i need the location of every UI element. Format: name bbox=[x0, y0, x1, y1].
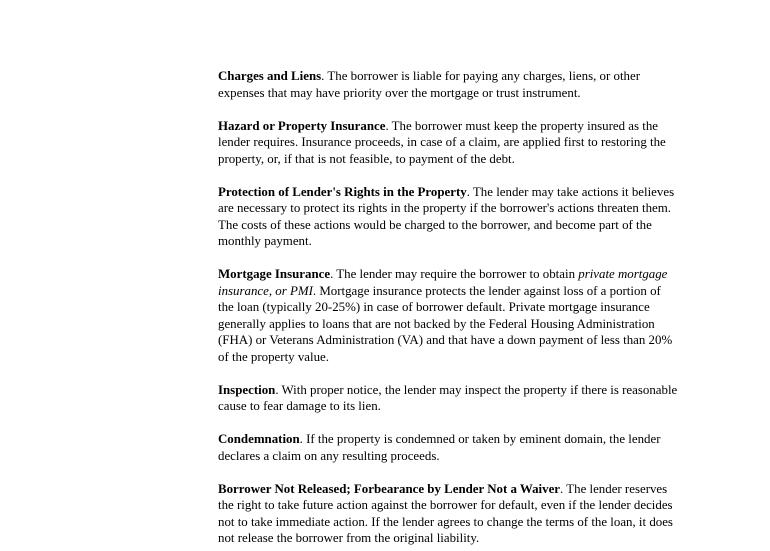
paragraph-body: . With proper notice, the lender may inspect the property if there is reasonable cause to fear damage to its lien. bbox=[218, 382, 678, 413]
paragraph-heading: Borrower Not Released; Forbearance by Lender Not a Waiver bbox=[218, 481, 561, 496]
paragraph-body: . The borrower must keep the property insured as the lender requires. Insurance proceeds, in case of a claim, are applied first to restoring the property, or, if that is not feasible, to payment of the debt. bbox=[218, 118, 666, 166]
paragraph-protection-of-lenders-rights bbox=[218, 184, 679, 250]
paragraph-heading: Hazard or Property Insurance bbox=[218, 118, 386, 133]
paragraph-inspection bbox=[218, 382, 679, 415]
paragraph-condemnation bbox=[218, 431, 679, 464]
paragraph-hazard-or-property-insurance bbox=[218, 118, 679, 168]
paragraph-heading: Charges and Liens bbox=[218, 69, 322, 83]
paragraph-body: . The lender reserves the right to take future action against the borrower for default, even if the lender decides not to take immediate action. If the lender agrees to change the terms of the loan, it does not release the borrower from the original liability. bbox=[218, 481, 673, 545]
paragraph-body: . The lender may take actions it believes are necessary to protect its rights in the property if the borrower's actions threaten them. The costs of these actions would be charged to the borrower, and become part of the monthly payment. bbox=[218, 184, 675, 248]
paragraph-heading: Protection of Lender's Rights in the Property bbox=[218, 184, 467, 199]
paragraph-mortgage-insurance bbox=[218, 266, 679, 365]
paragraph-italic-phrase: private mortgage insurance, or PMI bbox=[218, 267, 668, 298]
paragraph-charges-and-liens bbox=[218, 68, 679, 101]
document-text-column bbox=[218, 68, 679, 547]
paragraph-body: . The lender may require the borrower to obtain bbox=[330, 267, 579, 281]
paragraph-body: . The borrower is liable for paying any charges, liens, or other expenses that may have priority over the mortgage or trust instrument. bbox=[218, 69, 640, 100]
paragraph-borrower-not-released bbox=[218, 481, 679, 547]
paragraph-heading: Inspection bbox=[218, 382, 276, 397]
paragraph-heading: Condemnation bbox=[218, 432, 300, 446]
paragraph-body: . If the property is condemned or taken by eminent domain, the lender declares a claim on any resulting proceeds. bbox=[218, 432, 661, 463]
paragraph-heading: Mortgage Insurance bbox=[218, 267, 331, 281]
paragraph-body: . Mortgage insurance protects the lender against loss of a portion of the loan (typically 20-25%) in case of borrower default. Private mortgage insurance generally applies to loans that are not backed by the Federal Housing Administration (FHA) or Veterans Administration (VA) and that have a down payment of less than 20% of the property value. bbox=[218, 283, 673, 364]
